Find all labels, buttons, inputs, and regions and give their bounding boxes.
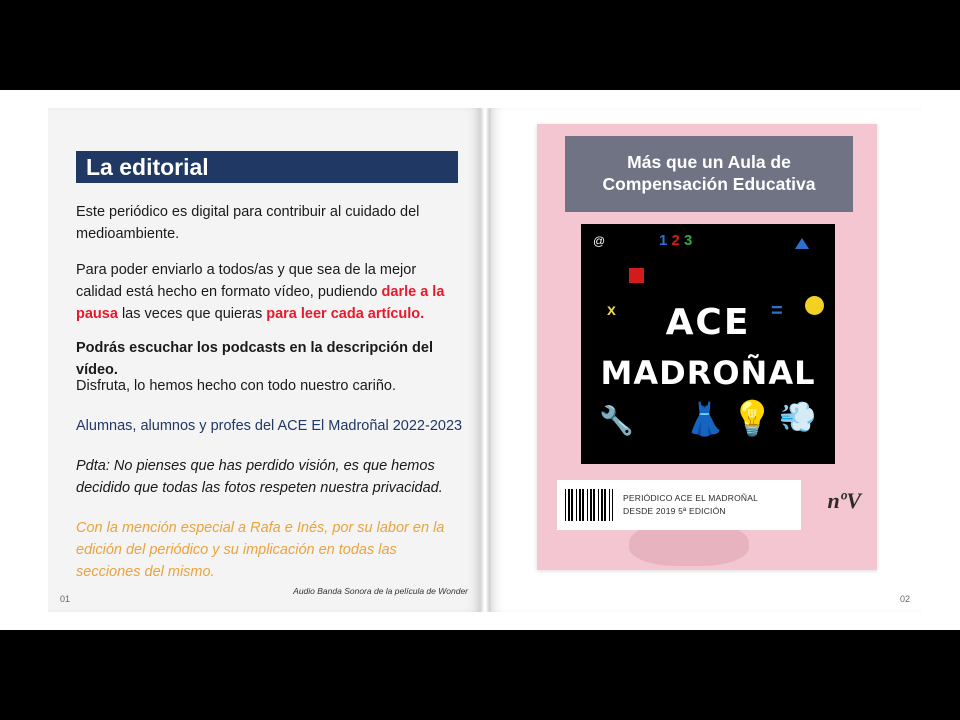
hairdryer-icon: 💨 bbox=[779, 401, 817, 434]
paragraph-mencion: Con la mención especial a Rafa e Inés, por su labor en la edición del periódico y su implicación en todas las secciones del mismo. bbox=[76, 520, 445, 580]
triangle-icon bbox=[795, 238, 809, 249]
bulb-icon: 💡 bbox=[731, 400, 774, 438]
cover-header bbox=[565, 136, 853, 212]
numbers-decoration bbox=[659, 232, 692, 249]
cover-header-line1: Más que un Aula de bbox=[627, 152, 791, 173]
number-2: 2 bbox=[671, 232, 680, 249]
paragraph-video bbox=[76, 260, 464, 325]
book-spread bbox=[18, 108, 942, 612]
tools-icon: 🔧 bbox=[599, 405, 634, 436]
paragraph-disfruta: Disfruta, lo hemos hecho con todo nuestro cariño. bbox=[76, 378, 396, 394]
cover-word-ace: ACE bbox=[665, 302, 751, 343]
equals-icon: = bbox=[771, 300, 783, 322]
cover-word-madronal: MADROÑAL bbox=[600, 354, 816, 392]
document-stage bbox=[0, 90, 960, 630]
square-icon bbox=[629, 268, 644, 283]
paragraph-video-part1: Para poder enviarlo a todos/as y que sea de la mejor calidad está hecho en formato vídeo, pudiendo bbox=[76, 262, 417, 300]
cover-header-line2: Compensación Educativa bbox=[602, 174, 816, 194]
folio-right: 02 bbox=[899, 594, 910, 604]
magazine-cover bbox=[537, 124, 877, 570]
paragraph-postdata: Pdta: No pienses que has perdido visión, es que hemos decidido que todas las fotos respeten nuestra privacidad. bbox=[76, 458, 443, 496]
letter-x-decoration: x bbox=[607, 302, 616, 319]
book-gutter bbox=[480, 108, 490, 612]
cover-strip-text bbox=[623, 492, 758, 518]
paragraph-signature: Alumnas, alumnos y profes del ACE El Madroñal 2022-2023 bbox=[76, 418, 463, 434]
editorial-title-bar bbox=[76, 151, 458, 183]
cover-info-strip bbox=[557, 480, 801, 530]
page-right bbox=[490, 108, 922, 612]
paragraph-video-part2: las veces que quieras bbox=[117, 305, 267, 322]
barcode-icon bbox=[565, 489, 613, 521]
paragraph-podcasts: Podrás escuchar los podcasts en la descripción del vídeo. bbox=[76, 340, 433, 378]
strip-line-1: PERIÓDICO ACE EL MADROÑAL bbox=[623, 492, 759, 503]
highlight-leer: para leer cada artículo. bbox=[266, 305, 425, 322]
page-left bbox=[48, 108, 480, 612]
page-title: La editorial bbox=[86, 154, 209, 180]
at-icon: @ bbox=[593, 234, 606, 248]
audio-credit: Audio Banda Sonora de la película de Wonder bbox=[293, 586, 468, 596]
folio-left: 01 bbox=[60, 594, 71, 604]
dress-icon: 👗 bbox=[685, 401, 725, 437]
publisher-logo: nºV bbox=[827, 488, 861, 513]
paragraph-intro: Este periódico es digital para contribuir al cuidado del medioambiente. bbox=[76, 204, 420, 242]
number-1: 1 bbox=[659, 232, 668, 249]
number-3: 3 bbox=[684, 232, 693, 249]
highlight-pausa: darle a la pausa bbox=[76, 283, 445, 322]
strip-line-2: DESDE 2019 5ª EDICIÓN bbox=[623, 506, 726, 516]
cover-artwork bbox=[581, 224, 835, 464]
